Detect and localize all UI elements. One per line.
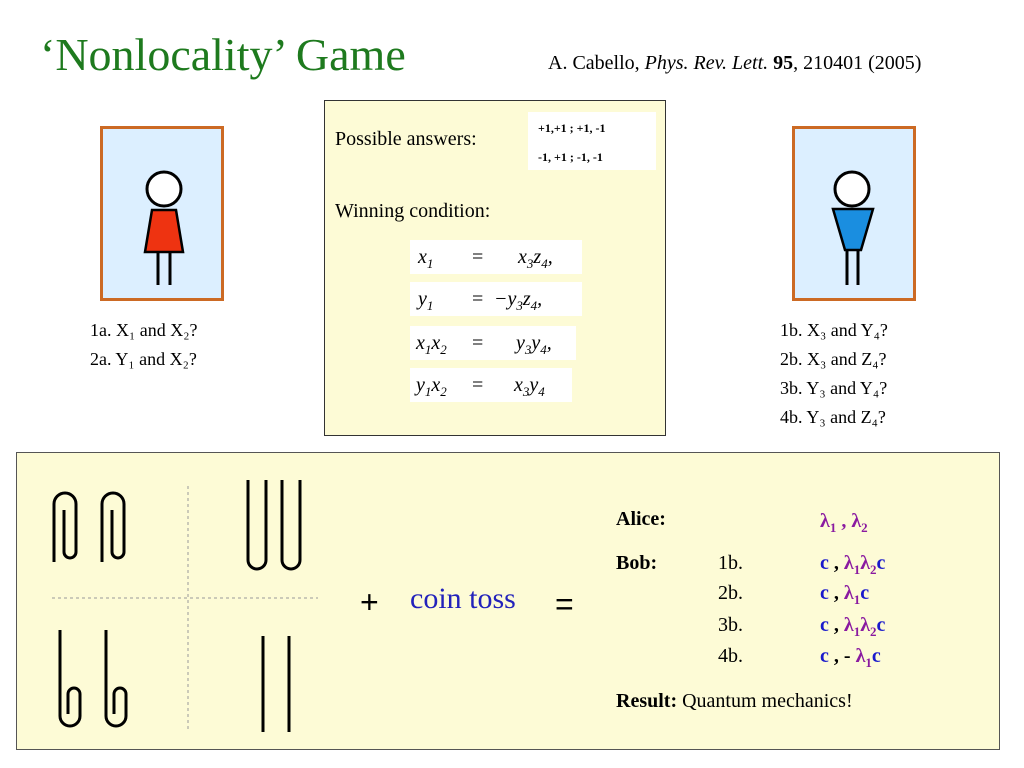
paperclip-icon [54,480,300,732]
bob-figure-icon [795,129,913,298]
answers-table [528,112,656,170]
alice-label: Alice: [616,508,666,530]
citation-journal: Phys. Rev. Lett. [644,52,769,74]
bob-portrait [792,126,916,301]
bob-questions [780,316,888,432]
bob-row-label: 3b. [718,614,743,636]
alice-values: $\lambda_1$ , $\lambda_2$ [820,510,868,535]
equation-2: $y_1$ = $-y_3z_4$, [410,282,582,316]
answers-label: Possible answers: [335,128,477,150]
bob-question: 1b. X₃ and Y₄? [780,320,888,340]
result-text: Quantum mechanics! [677,690,853,712]
equation-1: $x_1$ = $x_3z_4$, [410,240,582,274]
paperclip-diagram [30,470,330,740]
alice-question: 2a. Y₁ and X₂? [90,349,197,369]
alice-question: 1a. X₁ and X₂? [90,320,198,340]
equation-4: $y_1x_2$ = $x_3y_4$ [410,368,572,402]
result-line [616,690,853,713]
alice-questions [90,316,198,374]
bob-row-label: 1b. [718,552,743,574]
bob-row-label: 4b. [718,645,743,667]
bob-question: 2b. X₃ and Z₄? [780,349,887,369]
alice-portrait [100,126,224,301]
bob-question: 4b. Y₃ and Z₄? [780,407,886,427]
bob-value-2b: c , $\lambda_1c$ [820,582,870,607]
equation-3: $x_1x_2$ = $y_3y_4$, [410,326,576,360]
alice-figure-icon [103,129,221,298]
citation-author: A. Cabello, [548,52,640,74]
bob-label: Bob: [616,552,658,574]
citation-volume: 95 [773,52,794,74]
citation [548,52,921,75]
plus-sign: + [360,584,379,620]
bob-value-1b: c , $\lambda_1\lambda_2c$ [820,552,886,577]
page-title: ‘Nonlocality’ Game [40,29,406,80]
bob-question: 3b. Y₃ and Y₄? [780,378,888,398]
answer-row: -1, +1 ; -1, -1 [538,150,603,164]
equals-sign: = [555,586,574,622]
answer-row: +1,+1 ; +1, -1 [538,121,606,135]
bob-row-label: 2b. [718,582,743,604]
result-label: Result: [616,690,678,712]
citation-rest: , 210401 (2005) [793,52,922,74]
winning-label: Winning condition: [335,200,491,222]
coin-toss-label: coin toss [410,582,516,615]
bob-value-3b: c , $\lambda_1\lambda_2c$ [820,614,886,639]
bob-value-4b: c , - $\lambda_1c$ [820,645,881,670]
